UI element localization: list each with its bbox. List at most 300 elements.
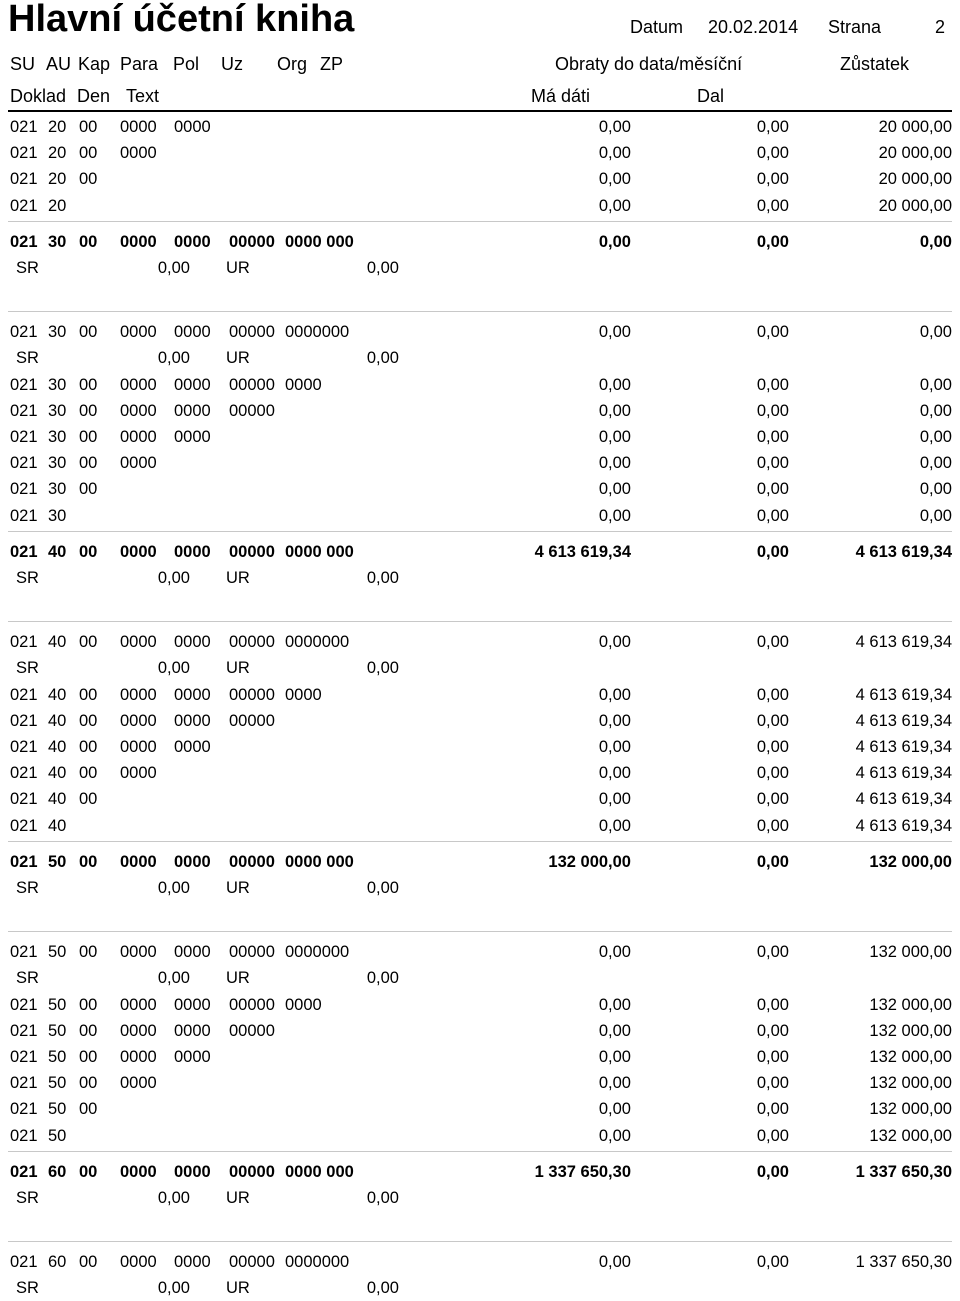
cell-org: 0000000 xyxy=(285,1253,350,1272)
ur-value: 0,00 xyxy=(366,659,399,678)
sr-ur-row xyxy=(0,655,960,681)
cell-dal: 0,00 xyxy=(756,170,789,189)
cell-au: 30 xyxy=(48,232,67,251)
cell-kap: 00 xyxy=(79,1253,98,1272)
cell-kap: 00 xyxy=(79,170,98,189)
group-total-row xyxy=(0,539,960,565)
cell-ma-dati: 0,00 xyxy=(598,1253,631,1272)
ur-label: UR xyxy=(226,659,250,678)
cell-dal: 0,00 xyxy=(756,401,789,420)
cell-org: 0000 000 xyxy=(285,852,354,871)
cell-dal: 0,00 xyxy=(756,454,789,473)
ur-value: 0,00 xyxy=(366,1189,399,1207)
sr-value: 0,00 xyxy=(157,659,190,678)
cell-zustatek: 4 613 619,34 xyxy=(855,738,952,756)
cell-org: 0000 000 xyxy=(285,232,354,251)
cell-zustatek: 20 000,00 xyxy=(878,170,952,189)
cell-ma-dati: 0,00 xyxy=(598,1021,631,1040)
ledger-row xyxy=(0,193,960,219)
cell-au: 40 xyxy=(48,685,67,704)
cell-au: 20 xyxy=(48,196,67,215)
ledger-row xyxy=(0,760,960,786)
cell-au: 40 xyxy=(48,816,67,835)
sr-ur-row xyxy=(0,565,960,591)
cell-zustatek: 0,00 xyxy=(919,480,952,499)
cell-su: 021 xyxy=(10,995,38,1014)
cell-zustatek: 4 613 619,34 xyxy=(855,542,952,561)
page-number: 2 xyxy=(935,17,946,37)
cell-uz: 00000 xyxy=(229,323,275,342)
cell-su: 021 xyxy=(10,1126,38,1145)
cell-ma-dati: 0,00 xyxy=(598,995,631,1014)
cell-para: 0000 xyxy=(120,323,157,342)
cell-su: 021 xyxy=(10,323,38,342)
cell-zustatek: 132 000,00 xyxy=(869,995,952,1014)
cell-zustatek: 132 000,00 xyxy=(869,1126,952,1145)
ledger-row xyxy=(0,1070,960,1096)
column-header-para: Para xyxy=(120,54,159,74)
cell-dal: 0,00 xyxy=(756,118,789,136)
cell-kap: 00 xyxy=(79,232,98,251)
section-divider xyxy=(8,221,952,222)
cell-dal: 0,00 xyxy=(756,1100,789,1119)
cell-dal: 0,00 xyxy=(756,1074,789,1093)
ledger-row xyxy=(0,476,960,502)
cell-kap: 00 xyxy=(79,144,98,163)
sr-value: 0,00 xyxy=(157,259,190,277)
cell-kap: 00 xyxy=(79,323,98,342)
section-divider xyxy=(8,311,952,312)
cell-au: 40 xyxy=(48,738,67,756)
ur-value: 0,00 xyxy=(366,569,399,587)
cell-zustatek: 20 000,00 xyxy=(878,144,952,163)
cell-au: 40 xyxy=(48,711,67,730)
column-header-text: Text xyxy=(126,86,160,106)
cell-para: 0000 xyxy=(120,633,157,652)
sr-value: 0,00 xyxy=(157,969,190,988)
cell-kap: 00 xyxy=(79,1162,98,1181)
cell-dal: 0,00 xyxy=(756,480,789,499)
cell-zustatek: 4 613 619,34 xyxy=(855,816,952,835)
cell-zustatek: 0,00 xyxy=(919,375,952,394)
column-header-org: Org xyxy=(277,54,308,74)
cell-para: 0000 xyxy=(120,1021,157,1040)
cell-su: 021 xyxy=(10,506,38,525)
cell-au: 40 xyxy=(48,633,67,652)
cell-zustatek: 4 613 619,34 xyxy=(855,764,952,783)
cell-kap: 00 xyxy=(79,1048,98,1066)
column-header-su: SU xyxy=(10,54,36,74)
section-divider xyxy=(8,531,952,532)
cell-su: 021 xyxy=(10,401,38,420)
cell-dal: 0,00 xyxy=(756,323,789,342)
cell-zustatek: 4 613 619,34 xyxy=(855,633,952,652)
cell-su: 021 xyxy=(10,1253,38,1272)
cell-zustatek: 0,00 xyxy=(919,506,952,525)
cell-au: 30 xyxy=(48,401,67,420)
cell-zustatek: 0,00 xyxy=(919,428,952,446)
cell-org: 0000 xyxy=(285,375,322,394)
ledger-row xyxy=(0,786,960,812)
cell-au: 50 xyxy=(48,995,67,1014)
cell-pol: 0000 xyxy=(174,232,211,251)
cell-para: 0000 xyxy=(120,542,157,561)
cell-ma-dati: 4 613 619,34 xyxy=(534,542,631,561)
section-divider xyxy=(8,1151,952,1152)
cell-au: 60 xyxy=(48,1162,67,1181)
column-header-zp: ZP xyxy=(320,54,344,74)
cell-kap: 00 xyxy=(79,375,98,394)
sr-value: 0,00 xyxy=(157,569,190,587)
cell-ma-dati: 0,00 xyxy=(598,764,631,783)
cell-ma-dati: 0,00 xyxy=(598,1126,631,1145)
cell-ma-dati: 0,00 xyxy=(598,428,631,446)
cell-su: 021 xyxy=(10,738,38,756)
cell-para: 0000 xyxy=(120,1048,157,1066)
ledger-row xyxy=(0,398,960,424)
cell-ma-dati: 0,00 xyxy=(598,711,631,730)
ur-label: UR xyxy=(226,1279,250,1298)
cell-org: 0000000 xyxy=(285,943,350,962)
column-header-doklad: Doklad xyxy=(10,86,67,106)
sr-label: SR xyxy=(16,1189,39,1207)
cell-kap: 00 xyxy=(79,633,98,652)
cell-kap: 00 xyxy=(79,401,98,420)
ledger-row xyxy=(0,1096,960,1122)
cell-kap: 00 xyxy=(79,118,98,136)
cell-uz: 00000 xyxy=(229,995,275,1014)
cell-org: 0000 xyxy=(285,995,322,1014)
cell-ma-dati: 0,00 xyxy=(598,738,631,756)
cell-pol: 0000 xyxy=(174,738,211,756)
cell-uz: 00000 xyxy=(229,1162,275,1181)
cell-au: 50 xyxy=(48,943,67,962)
cell-zustatek: 4 613 619,34 xyxy=(855,711,952,730)
sr-ur-row xyxy=(0,1275,960,1301)
ur-value: 0,00 xyxy=(366,969,399,988)
cell-su: 021 xyxy=(10,232,38,251)
cell-zustatek: 20 000,00 xyxy=(878,118,952,136)
cell-kap: 00 xyxy=(79,852,98,871)
cell-au: 50 xyxy=(48,1100,67,1119)
cell-su: 021 xyxy=(10,196,38,215)
cell-dal: 0,00 xyxy=(756,633,789,652)
cell-dal: 0,00 xyxy=(756,542,789,561)
sr-ur-row xyxy=(0,345,960,371)
cell-ma-dati: 0,00 xyxy=(598,454,631,473)
cell-ma-dati: 0,00 xyxy=(598,816,631,835)
cell-dal: 0,00 xyxy=(756,375,789,394)
sr-ur-row xyxy=(0,255,960,281)
column-header-dal: Dal xyxy=(697,86,725,106)
cell-dal: 0,00 xyxy=(756,852,789,871)
ledger-row xyxy=(0,424,960,450)
cell-ma-dati: 0,00 xyxy=(598,1074,631,1093)
cell-ma-dati: 0,00 xyxy=(598,170,631,189)
cell-uz: 00000 xyxy=(229,542,275,561)
cell-ma-dati: 0,00 xyxy=(598,1100,631,1119)
ledger-row xyxy=(0,503,960,529)
ledger-row xyxy=(0,372,960,398)
column-header-zustatek: Zůstatek xyxy=(840,54,910,74)
ledger-row xyxy=(0,813,960,839)
cell-au: 40 xyxy=(48,542,67,561)
column-header-au: AU xyxy=(46,54,72,74)
cell-para: 0000 xyxy=(120,118,157,136)
cell-para: 0000 xyxy=(120,232,157,251)
cell-dal: 0,00 xyxy=(756,738,789,756)
cell-para: 0000 xyxy=(120,428,157,446)
cell-pol: 0000 xyxy=(174,711,211,730)
cell-para: 0000 xyxy=(120,1074,157,1093)
cell-para: 0000 xyxy=(120,852,157,871)
ledger-row xyxy=(0,1044,960,1070)
sr-value: 0,00 xyxy=(157,1279,190,1298)
cell-zustatek: 0,00 xyxy=(919,454,952,473)
cell-su: 021 xyxy=(10,764,38,783)
section-divider xyxy=(8,931,952,932)
section-divider xyxy=(8,841,952,842)
cell-org: 0000 xyxy=(285,685,322,704)
cell-org: 0000 000 xyxy=(285,1162,354,1181)
column-header-pol: Pol xyxy=(173,54,200,74)
cell-ma-dati: 0,00 xyxy=(598,943,631,962)
cell-para: 0000 xyxy=(120,454,157,473)
cell-pol: 0000 xyxy=(174,1021,211,1040)
cell-su: 021 xyxy=(10,852,38,871)
cell-para: 0000 xyxy=(120,375,157,394)
cell-au: 50 xyxy=(48,1048,67,1066)
column-header-madati: Má dáti xyxy=(531,86,591,106)
cell-pol: 0000 xyxy=(174,1048,211,1066)
cell-au: 50 xyxy=(48,1074,67,1093)
cell-su: 021 xyxy=(10,375,38,394)
sr-label: SR xyxy=(16,659,39,678)
cell-para: 0000 xyxy=(120,738,157,756)
cell-kap: 00 xyxy=(79,1021,98,1040)
cell-ma-dati: 0,00 xyxy=(598,375,631,394)
cell-ma-dati: 0,00 xyxy=(598,401,631,420)
cell-dal: 0,00 xyxy=(756,232,789,251)
header-divider xyxy=(8,110,952,112)
cell-dal: 0,00 xyxy=(756,144,789,163)
cell-su: 021 xyxy=(10,118,38,136)
cell-au: 30 xyxy=(48,375,67,394)
cell-dal: 0,00 xyxy=(756,685,789,704)
cell-su: 021 xyxy=(10,711,38,730)
cell-ma-dati: 0,00 xyxy=(598,790,631,809)
cell-au: 30 xyxy=(48,506,67,525)
cell-su: 021 xyxy=(10,685,38,704)
cell-zustatek: 0,00 xyxy=(919,401,952,420)
cell-su: 021 xyxy=(10,454,38,473)
sr-ur-row xyxy=(0,1185,960,1211)
section-divider xyxy=(8,1241,952,1242)
cell-au: 20 xyxy=(48,170,67,189)
cell-ma-dati: 132 000,00 xyxy=(548,852,631,871)
sr-label: SR xyxy=(16,969,39,988)
cell-zustatek: 4 613 619,34 xyxy=(855,685,952,704)
cell-zustatek: 132 000,00 xyxy=(869,1074,952,1093)
ledger-row xyxy=(0,140,960,166)
cell-au: 50 xyxy=(48,1021,67,1040)
cell-au: 20 xyxy=(48,144,67,163)
sr-value: 0,00 xyxy=(157,879,190,897)
cell-kap: 00 xyxy=(79,542,98,561)
cell-org: 0000000 xyxy=(285,323,350,342)
cell-uz: 00000 xyxy=(229,711,275,730)
cell-au: 30 xyxy=(48,428,67,446)
cell-su: 021 xyxy=(10,790,38,809)
ledger-row xyxy=(0,682,960,708)
cell-kap: 00 xyxy=(79,995,98,1014)
page-title: Hlavní účetní kniha xyxy=(8,0,355,40)
ur-label: UR xyxy=(226,1189,250,1207)
cell-pol: 0000 xyxy=(174,118,211,136)
cell-org: 0000 000 xyxy=(285,542,354,561)
sr-label: SR xyxy=(16,569,39,587)
cell-kap: 00 xyxy=(79,943,98,962)
cell-dal: 0,00 xyxy=(756,506,789,525)
cell-uz: 00000 xyxy=(229,1253,275,1272)
ledger-row xyxy=(0,734,960,760)
cell-su: 021 xyxy=(10,1074,38,1093)
cell-ma-dati: 0,00 xyxy=(598,196,631,215)
ledger-row xyxy=(0,629,960,655)
cell-uz: 00000 xyxy=(229,375,275,394)
cell-para: 0000 xyxy=(120,144,157,163)
cell-su: 021 xyxy=(10,542,38,561)
cell-dal: 0,00 xyxy=(756,943,789,962)
cell-ma-dati: 1 337 650,30 xyxy=(534,1162,631,1181)
cell-dal: 0,00 xyxy=(756,764,789,783)
cell-au: 20 xyxy=(48,118,67,136)
cell-para: 0000 xyxy=(120,711,157,730)
cell-pol: 0000 xyxy=(174,943,211,962)
cell-zustatek: 4 613 619,34 xyxy=(855,790,952,809)
cell-ma-dati: 0,00 xyxy=(598,1048,631,1066)
ur-value: 0,00 xyxy=(366,1279,399,1298)
ur-label: UR xyxy=(226,259,250,277)
cell-au: 60 xyxy=(48,1253,67,1272)
cell-ma-dati: 0,00 xyxy=(598,506,631,525)
cell-zustatek: 132 000,00 xyxy=(869,1021,952,1040)
sr-label: SR xyxy=(16,349,39,368)
date-value: 20.02.2014 xyxy=(708,17,799,37)
group-total-row xyxy=(0,1159,960,1185)
column-header-obraty: Obraty do data/měsíční xyxy=(555,54,743,74)
cell-pol: 0000 xyxy=(174,633,211,652)
cell-su: 021 xyxy=(10,1021,38,1040)
cell-su: 021 xyxy=(10,428,38,446)
cell-dal: 0,00 xyxy=(756,1162,789,1181)
cell-org: 0000000 xyxy=(285,633,350,652)
ledger-row xyxy=(0,939,960,965)
cell-pol: 0000 xyxy=(174,1162,211,1181)
cell-su: 021 xyxy=(10,1100,38,1119)
sr-label: SR xyxy=(16,879,39,897)
cell-su: 021 xyxy=(10,1048,38,1066)
cell-dal: 0,00 xyxy=(756,711,789,730)
cell-uz: 00000 xyxy=(229,852,275,871)
cell-ma-dati: 0,00 xyxy=(598,144,631,163)
cell-zustatek: 1 337 650,30 xyxy=(855,1162,952,1181)
cell-pol: 0000 xyxy=(174,375,211,394)
cell-zustatek: 132 000,00 xyxy=(869,943,952,962)
cell-ma-dati: 0,00 xyxy=(598,232,631,251)
cell-au: 50 xyxy=(48,1126,67,1145)
page-label: Strana xyxy=(828,17,882,37)
cell-dal: 0,00 xyxy=(756,1021,789,1040)
cell-ma-dati: 0,00 xyxy=(598,633,631,652)
cell-au: 30 xyxy=(48,323,67,342)
cell-uz: 00000 xyxy=(229,1021,275,1040)
cell-su: 021 xyxy=(10,816,38,835)
ur-label: UR xyxy=(226,569,250,587)
cell-pol: 0000 xyxy=(174,852,211,871)
cell-kap: 00 xyxy=(79,480,98,499)
cell-uz: 00000 xyxy=(229,685,275,704)
cell-para: 0000 xyxy=(120,1162,157,1181)
cell-ma-dati: 0,00 xyxy=(598,685,631,704)
group-total-row xyxy=(0,229,960,255)
cell-su: 021 xyxy=(10,943,38,962)
column-header-den: Den xyxy=(77,86,111,106)
cell-uz: 00000 xyxy=(229,401,275,420)
ledger-row xyxy=(0,1123,960,1149)
column-header-uz: Uz xyxy=(221,54,243,74)
cell-para: 0000 xyxy=(120,685,157,704)
cell-zustatek: 20 000,00 xyxy=(878,196,952,215)
cell-para: 0000 xyxy=(120,995,157,1014)
date-label: Datum xyxy=(630,17,684,37)
ledger-row xyxy=(0,1249,960,1275)
column-header-kap: Kap xyxy=(78,54,111,74)
ledger-row xyxy=(0,992,960,1018)
cell-para: 0000 xyxy=(120,764,157,783)
cell-kap: 00 xyxy=(79,711,98,730)
cell-para: 0000 xyxy=(120,1253,157,1272)
ur-value: 0,00 xyxy=(366,879,399,897)
cell-dal: 0,00 xyxy=(756,1253,789,1272)
ledger-row xyxy=(0,319,960,345)
cell-dal: 0,00 xyxy=(756,995,789,1014)
cell-zustatek: 132 000,00 xyxy=(869,1100,952,1119)
cell-uz: 00000 xyxy=(229,943,275,962)
cell-zustatek: 132 000,00 xyxy=(869,852,952,871)
cell-para: 0000 xyxy=(120,943,157,962)
cell-pol: 0000 xyxy=(174,1253,211,1272)
sr-value: 0,00 xyxy=(157,349,190,368)
sr-label: SR xyxy=(16,1279,39,1298)
section-divider xyxy=(8,621,952,622)
cell-zustatek: 132 000,00 xyxy=(869,1048,952,1066)
cell-su: 021 xyxy=(10,1162,38,1181)
cell-dal: 0,00 xyxy=(756,790,789,809)
cell-au: 40 xyxy=(48,790,67,809)
cell-kap: 00 xyxy=(79,1100,98,1119)
cell-kap: 00 xyxy=(79,738,98,756)
ur-label: UR xyxy=(226,349,250,368)
sr-ur-row xyxy=(0,965,960,991)
group-total-row xyxy=(0,849,960,875)
cell-pol: 0000 xyxy=(174,401,211,420)
cell-kap: 00 xyxy=(79,454,98,473)
cell-pol: 0000 xyxy=(174,685,211,704)
cell-pol: 0000 xyxy=(174,542,211,561)
ledger-row xyxy=(0,114,960,140)
cell-ma-dati: 0,00 xyxy=(598,323,631,342)
